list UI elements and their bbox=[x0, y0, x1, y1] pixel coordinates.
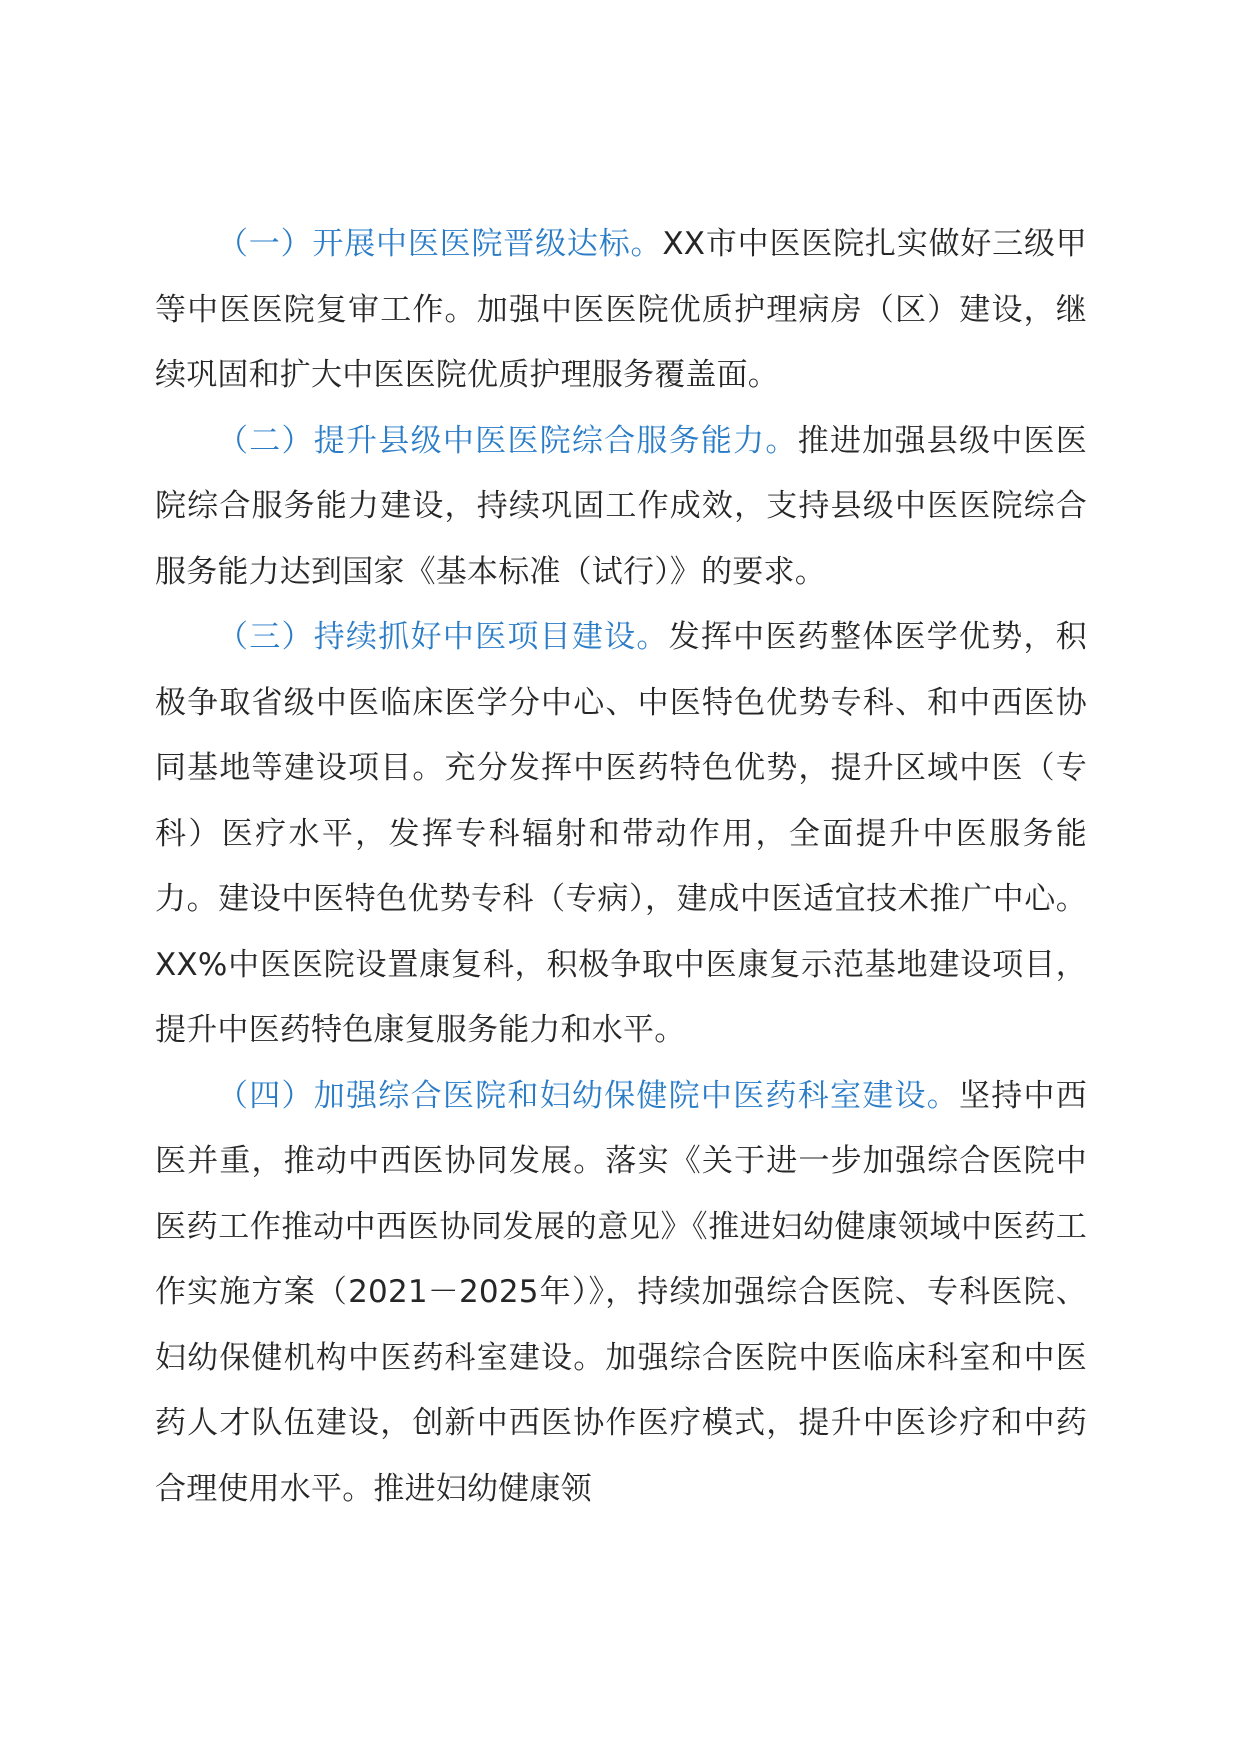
section-4-paragraph bbox=[155, 1064, 1087, 1523]
section-1-paragraph bbox=[155, 212, 1087, 409]
section-3-heading: （三）持续抓好中医项目建设。 bbox=[217, 619, 669, 655]
section-1-text: XX市中医医院扎实做好三级甲等中医医院复审工作。加强中医医院优质护理病房（区）建设，继续巩固和扩大中医医院优质护理服务覆盖面。 bbox=[155, 226, 1087, 393]
section-4-heading: （四）加强综合医院和妇幼保健院中医药科室建设。 bbox=[217, 1077, 959, 1114]
section-2-paragraph bbox=[155, 409, 1087, 606]
section-2-heading: （二）提升县级中医医院综合服务能力。 bbox=[217, 422, 798, 459]
section-3-paragraph bbox=[155, 605, 1087, 1064]
section-3-text: 发挥中医药整体医学优势，积极争取省级中医临床医学分中心、中医特色优势专科、和中西医协同基地等建设项目。充分发挥中医药特色优势，提升区域中医（专科）医疗水平，发挥专科辐射和带动作用，全面提升中医服务能力。建设中医特色优势专科（专病），建成中医适宜技术推广中心。XX%中医医院设置康复科，积极争取中医康复示范基地建设项目，提升中医药特色康复服务能力和水平。 bbox=[155, 619, 1087, 1048]
section-1-heading: （一）开展中医医院晋级达标。 bbox=[217, 226, 663, 262]
section-2-text: 推进加强县级中医医院综合服务能力建设，持续巩固工作成效，支持县级中医医院综合服务能力达到国家《基本标准（试行）》的要求。 bbox=[155, 422, 1087, 590]
section-4-text: 坚持中西医并重，推动中西医协同发展。落实《关于进一步加强综合医院中医药工作推动中西医协同发展的意见》《推进妇幼健康领域中医药工作实施方案（2021－2025年）》，持续加强综合医院、专科医院、妇幼保健机构中医药科室建设。加强综合医院中医临床科室和中医药人才队伍建设，创新中西医协作医疗模式，提升中医诊疗和中药合理使用水平。推进妇幼健康领 bbox=[155, 1077, 1087, 1507]
document-body bbox=[155, 212, 1087, 1522]
